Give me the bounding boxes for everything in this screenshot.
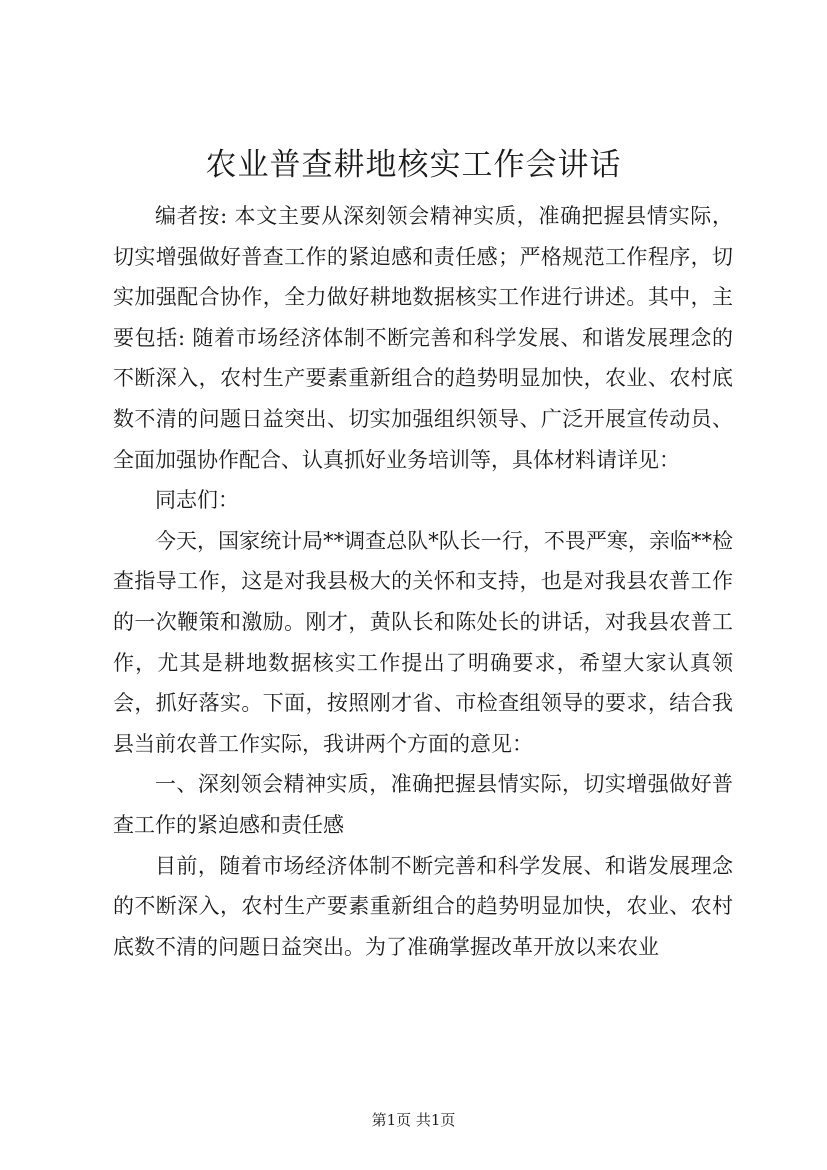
- opening-paragraph: 今天，国家统计局**调查总队*队长一行，不畏严寒，亲临**检查指导工作，这是对我县极大的关怀和支持，也是对我县农普工作的一次鞭策和激励。刚才，黄队长和陈处长的讲话，对我县农普工作，尤其是耕地数据核实工作提出了明确要求，希望大家认真领会，抓好落实。下面，按照刚才省、市检查组领导的要求，结合我县当前农普工作实际，我讲两个方面的意见：: [113, 528, 733, 756]
- salutation-paragraph: 同志们：: [155, 488, 239, 513]
- document-body: [113, 196, 733, 967]
- section-heading-paragraph: 一、深刻领会精神实质，准确把握县情实际，切实增强做好普查工作的紧迫感和责任感: [113, 772, 733, 837]
- page-number-footer: 第1页 共1页: [371, 1111, 456, 1129]
- editor-note-paragraph: 编者按: 本文主要从深刻领会精神实质，准确把握县情实际，切实增强做好普查工作的紧迫感和责任感；严格规范工作程序，切实加强配合协作，全力做好耕地数据核实工作进行讲述。其中，主要包括: 随着市场经济体制不断完善和科学发展、和谐发展理念的不断深入，农村生产要素重新组合的趋势明显加快，农业、农村底数不清的问题日益突出、切实加强组织领导、广泛开展宣传动员、全面加强协作配合、认真抓好业务培训等，具体材料请详见：: [113, 204, 733, 472]
- document-title: 农业普查耕地核实工作会讲话: [205, 147, 622, 183]
- body-paragraph: 目前，随着市场经济体制不断完善和科学发展、和谐发展理念的不断深入，农村生产要素重新组合的趋势明显加快，农业、农村底数不清的问题日益突出。为了准确掌握改革开放以来农业: [113, 853, 733, 959]
